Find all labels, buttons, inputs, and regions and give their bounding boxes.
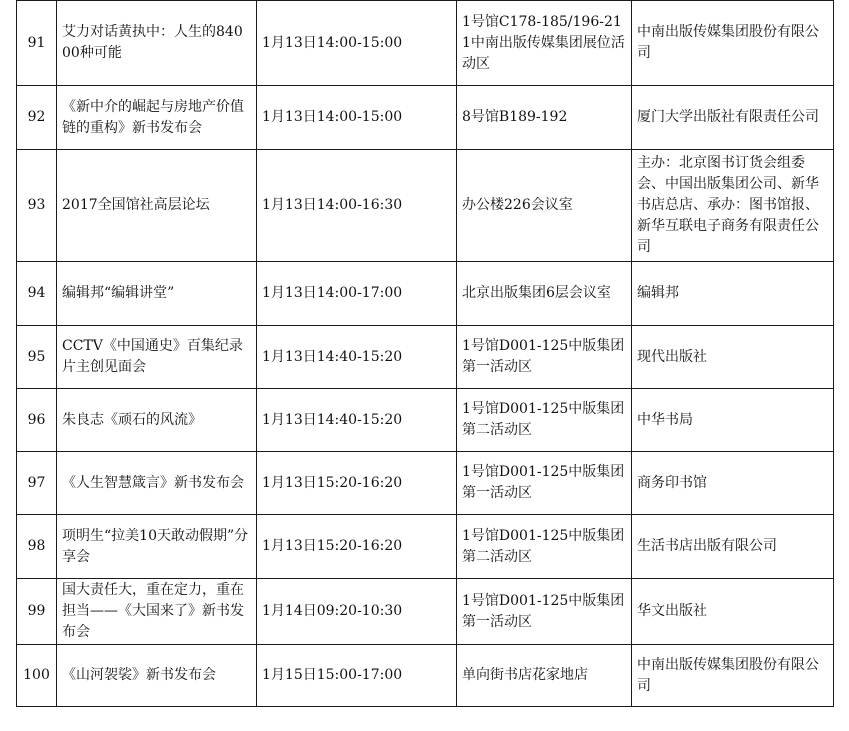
event-location: 1号馆D001-125中版集团第一活动区 — [457, 326, 632, 389]
event-organizer: 厦门大学出版社有限责任公司 — [632, 86, 834, 150]
table-row — [17, 389, 834, 452]
event-title: 国大责任大，重在定力，重在担当——《大国来了》新书发布会 — [57, 579, 257, 645]
table-row — [17, 326, 834, 389]
event-location: 1号馆D001-125中版集团第二活动区 — [457, 389, 632, 452]
event-location: 1号馆D001-125中版集团第二活动区 — [457, 515, 632, 579]
event-time: 1月14日09:20-10:30 — [257, 579, 457, 645]
table-row — [17, 1, 834, 86]
event-time: 1月13日14:40-15:20 — [257, 326, 457, 389]
row-number: 100 — [17, 645, 57, 707]
event-location: 北京出版集团6层会议室 — [457, 262, 632, 326]
table-row — [17, 86, 834, 150]
event-organizer: 主办：北京图书订货会组委会、中国出版集团公司、新华书店总店、承办：图书馆报、新华互联电子商务有限责任公司 — [632, 150, 834, 262]
event-organizer: 编辑邦 — [632, 262, 834, 326]
row-number: 97 — [17, 452, 57, 515]
event-time: 1月13日14:00-15:00 — [257, 86, 457, 150]
table-row — [17, 645, 834, 707]
event-organizer: 华文出版社 — [632, 579, 834, 645]
event-organizer: 现代出版社 — [632, 326, 834, 389]
event-location: 8号馆B189-192 — [457, 86, 632, 150]
row-number: 93 — [17, 150, 57, 262]
event-title: 2017全国馆社高层论坛 — [57, 150, 257, 262]
event-title: 朱良志《顽石的风流》 — [57, 389, 257, 452]
event-title: 《山河袈裟》新书发布会 — [57, 645, 257, 707]
row-number: 91 — [17, 1, 57, 86]
event-title: 项明生“拉美10天敢动假期”分享会 — [57, 515, 257, 579]
event-organizer: 中华书局 — [632, 389, 834, 452]
event-time: 1月13日14:00-17:00 — [257, 262, 457, 326]
row-number: 94 — [17, 262, 57, 326]
event-title: 《人生智慧箴言》新书发布会 — [57, 452, 257, 515]
event-time: 1月13日15:20-16:20 — [257, 515, 457, 579]
events-table — [16, 0, 834, 707]
table-row — [17, 452, 834, 515]
event-location: 办公楼226会议室 — [457, 150, 632, 262]
event-organizer: 商务印书馆 — [632, 452, 834, 515]
event-time: 1月13日14:40-15:20 — [257, 389, 457, 452]
table-row — [17, 150, 834, 262]
row-number: 95 — [17, 326, 57, 389]
event-time: 1月15日15:00-17:00 — [257, 645, 457, 707]
event-location: 1号馆D001-125中版集团第一活动区 — [457, 579, 632, 645]
event-organizer: 生活书店出版有限公司 — [632, 515, 834, 579]
event-time: 1月13日15:20-16:20 — [257, 452, 457, 515]
event-title: 《新中介的崛起与房地产价值链的重构》新书发布会 — [57, 86, 257, 150]
table-row — [17, 515, 834, 579]
event-title: 艾力对话黄执中：人生的84000种可能 — [57, 1, 257, 86]
row-number: 98 — [17, 515, 57, 579]
event-location: 单向街书店花家地店 — [457, 645, 632, 707]
event-organizer: 中南出版传媒集团股份有限公司 — [632, 1, 834, 86]
event-title: CCTV《中国通史》百集纪录片主创见面会 — [57, 326, 257, 389]
event-time: 1月13日14:00-16:30 — [257, 150, 457, 262]
event-location: 1号馆C178-185/196-211中南出版传媒集团展位活动区 — [457, 1, 632, 86]
row-number: 92 — [17, 86, 57, 150]
table-row — [17, 262, 834, 326]
event-location: 1号馆D001-125中版集团第一活动区 — [457, 452, 632, 515]
event-time: 1月13日14:00-15:00 — [257, 1, 457, 86]
row-number: 96 — [17, 389, 57, 452]
table-row — [17, 579, 834, 645]
event-organizer: 中南出版传媒集团股份有限公司 — [632, 645, 834, 707]
row-number: 99 — [17, 579, 57, 645]
event-title: 编辑邦“编辑讲堂” — [57, 262, 257, 326]
